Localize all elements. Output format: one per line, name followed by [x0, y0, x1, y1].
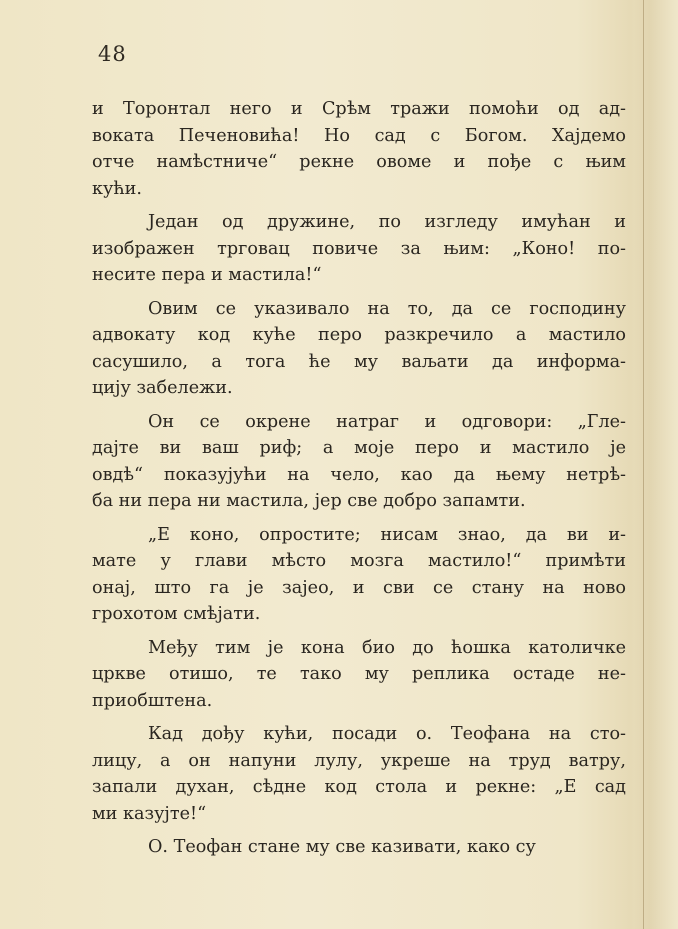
text-line: мате у глави мѣсто мозга мастило!“ примѣти — [92, 551, 626, 571]
text-line: цркве отишо, те тако му реплика остаде не- — [92, 664, 626, 684]
text-line: сасушило, а тога ће му ваљати да информа- — [92, 351, 626, 372]
text-line: Овим се указивало на то, да се господину — [148, 298, 626, 319]
paragraph — [92, 721, 626, 827]
text-line: дајте ви ваш риф; а моје перо и мастило је — [92, 438, 626, 458]
text-line: адвокату код куће перо разкречило а мастило — [92, 325, 626, 345]
text-line: ми казујте!“ — [92, 803, 207, 824]
paragraph — [92, 522, 626, 628]
text-line: ба ни пера ни мастила, јер све добро запамти. — [92, 491, 526, 511]
text-line: и Торонтал него и Срѣм тражи помоћи од ад- — [92, 99, 626, 119]
text-line: грохотом смѣјати. — [92, 604, 261, 624]
page-number: 48 — [98, 42, 127, 66]
text-line: лицу, а он напуни лулу, укреше на труд ватру, — [92, 750, 626, 771]
text-line: овдѣ“ показујући на чело, као да њему нетрѣ- — [92, 464, 626, 485]
text-line: Он се окрене натраг и одговори: „Гле- — [148, 411, 626, 432]
text-line: кући. — [92, 178, 142, 199]
text-line: Један од дружине, по изгледу имућан и — [148, 212, 626, 232]
paragraph — [92, 834, 626, 861]
paragraph — [92, 209, 626, 289]
text-line: несите пера и мастила!“ — [92, 265, 322, 285]
page-edge-shadow — [634, 0, 678, 929]
text-line: О. Теофан стане му све казивати, како су — [148, 837, 536, 857]
text-line: изображен трговац повиче за њим: „Коно! по- — [92, 238, 626, 259]
paragraph — [92, 409, 626, 515]
text-line: запали духан, сѣдне код стола и рекне: „Е сад — [92, 777, 626, 797]
text-line: воката Печеновића! Но сад с Богом. Хајдемо — [92, 125, 626, 146]
text-line: Међу тим је кона био до ћошка католичке — [148, 637, 626, 658]
page-fold-line — [643, 0, 644, 929]
text-line: цију забележи. — [92, 378, 233, 398]
text-line: отче намѣстниче“ рекне овоме и пође с њим — [92, 152, 626, 172]
text-line: „Е коно, опростите; нисам знао, да ви и- — [148, 524, 626, 545]
text-line: приобштена. — [92, 690, 213, 711]
paragraph — [92, 96, 626, 202]
text-line: онај, што га је зајео, и сви се стану на ново — [92, 577, 626, 598]
paragraph — [92, 296, 626, 402]
body-text — [92, 96, 626, 868]
text-line: Кад дођу кући, посади о. Теофана на сто- — [148, 724, 626, 744]
paragraph — [92, 635, 626, 715]
